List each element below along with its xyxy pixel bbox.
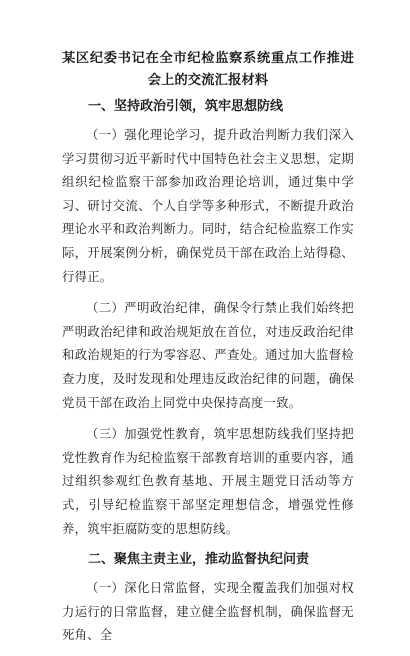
paragraph-2-1: （一）深化日常监督，实现全覆盖我们加强对权力运行的日常监督，建立健全监督机制，确保监督无死角、全 xyxy=(62,581,354,643)
paragraph-1-3: （三）加强党性教育，筑牢思想防线我们坚持把党性教育作为纪检监察干部教育培训的重要内容，通过组织参观红色教育基地、开展主题党日活动等方式，引导纪检监察干部坚定理想信念，增强党性修养，筑牢拒腐防变的思想防线。 xyxy=(62,427,354,536)
section-heading-2: 二、聚焦主责主业，推动监督执纪问责 xyxy=(88,552,310,568)
paragraph-1-2: （二）严明政治纪律，确保令行禁止我们始终把严明政治纪律和政治规矩放在首位，对违反政治纪律和政治规矩的行为零容忍、严查处。通过加大监督检查力度，及时发现和处理违反政治纪律的问题，确保党员干部在政治上同党中央保持高度一致。 xyxy=(62,301,354,410)
document-title: 某区纪委书记在全市纪检监察系统重点工作推进会上的交流汇报材料 xyxy=(62,51,354,88)
paragraph-1-1: （一）强化理论学习，提升政治判断力我们深入学习贯彻习近平新时代中国特色社会主义思想，定期组织纪检监察干部参加政治理论培训，通过集中学习、研讨交流、个人自学等多种形式，不断提升政治理论水平和政治判断力。同时，结合纪检监察工作实际，开展案例分析，确保党员干部在政治上站得稳、行得正。 xyxy=(62,128,354,284)
document-page xyxy=(62,48,354,656)
section-heading-1: 一、坚持政治引领，筑牢思想防线 xyxy=(88,99,284,114)
